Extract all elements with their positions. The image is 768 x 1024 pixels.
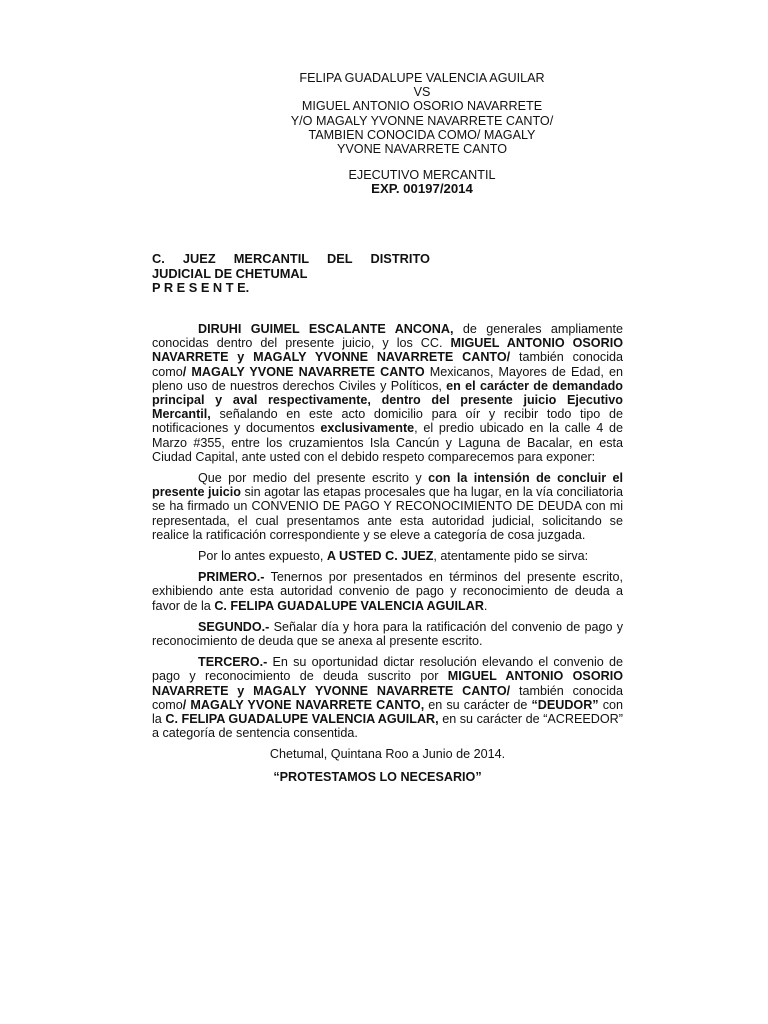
paragraph-exposition [152,471,623,542]
text: señalando en este acto domicilio para oír y recibir todo tipo de notificaciones y documentos [152,407,623,436]
case-header [0,71,768,197]
text: Que por medio del presente escrito y [198,471,429,486]
bold-text: exclusivamente [320,421,415,436]
header-line: VS [413,85,431,100]
bold-text: en el carácter de demandado principal y aval respectivamente, dentro del presente juicio Ejecutivo Mercantil, [152,378,623,422]
text: , el predio ubicado en la calle 4 de Marzo #355, entre los cruzamientos Isla Cancún y Laguna de Bacalar, en esta Ciudad Capital, ante usted con el debido respeto comparecemos para exponer: [152,421,623,464]
bold-text: PRIMERO.- [198,570,265,585]
text: Señalar día y hora para la ratificación del convenio de pago y reconocimiento de deuda que se anexa al presente escrito. [152,619,623,649]
text: . [483,598,488,613]
bold-text: TERCERO.- [198,655,268,670]
header-spacer [76,156,768,168]
bold-text: / MAGALY YVONE NAVARRETE CANTO [182,364,425,379]
text: en su carácter de “ACREEDOR” a categoría de sentencia consentida. [152,712,623,741]
bold-text: / MAGALY YVONE NAVARRETE CANTO, [182,697,425,712]
bold-text: con la intensión de concluir el presente juicio [152,471,623,500]
addressee-line: JUDICIAL DE CHETUMAL [152,265,308,281]
place-date: Chetumal, Quintana Roo a Junio de 2014. [269,747,506,762]
text: sin agotar las etapas procesales que ha lugar, en la vía conciliatoria se ha firmado un CONVENIO DE PAGO Y RECONOCIMIENTO DE DEUDA con mi representada, el cual presentamos ante esta autoridad judicial, solicitando se realice la ratificación correspondiente y se eleve a categoría de cosa juzgada. [152,485,624,542]
bold-text: MIGUEL ANTONIO OSORIO NAVARRETE y MAGALY YVONNE NAVARRETE CANTO/ [152,669,623,698]
paragraph-appearance [152,322,623,464]
header-line: FELIPA GUADALUPE VALENCIA AGUILAR [299,71,545,85]
text: de generales ampliamente conocidas dentro del presente juicio, y los CC. [152,322,623,351]
bold-text: MIGUEL ANTONIO OSORIO NAVARRETE y MAGALY YVONNE NAVARRETE CANTO/ [152,336,623,365]
text: , atentamente pido se sirva: [433,549,589,564]
paragraph-primero [152,570,623,613]
text: Mexicanos, Mayores de Edad, en pleno uso de nuestros derechos Civiles y Políticos, [152,364,623,393]
bold-text: “DEUDOR” [531,697,599,712]
case-type: EJECUTIVO MERCANTIL [348,168,496,183]
bold-text: C. FELIPA GUADALUPE VALENCIA AGUILAR, [165,712,439,727]
text: Tenernos por presentados en términos del presente escrito, exhibiendo ante esta autoridad convenio de pago y reconocimiento de deuda a favor de la [152,570,623,613]
header-line: YVONE NAVARRETE CANTO [336,142,508,157]
addressee-line: P R E S E N T E. [152,280,250,296]
case-number: EXP. 00197/2014 [371,181,473,197]
document-body [152,322,623,784]
header-line: MIGUEL ANTONIO OSORIO NAVARRETE [301,99,543,114]
bold-text: DIRUHI GUIMEL ESCALANTE ANCONA, [198,322,454,336]
text: también conocida como [152,350,623,379]
addressee-block [152,252,452,296]
text: Por lo antes expuesto, [198,549,327,564]
paragraph-segundo [152,620,623,648]
protest-formula: “PROTESTAMOS LO NECESARIO” [273,769,482,784]
text: con la [152,697,623,727]
header-line: TAMBIEN CONOCIDA COMO/ MAGALY [308,127,536,142]
text: también conocida como [152,683,623,712]
paragraph-request [152,549,623,563]
bold-text: C. FELIPA GUADALUPE VALENCIA AGUILAR [214,598,484,613]
text: En su oportunidad dictar resolución elevando el convenio de pago y reconocimiento de deuda suscrito por [152,655,623,684]
bold-text: A USTED C. JUEZ [326,549,434,564]
paragraph-tercero [152,655,623,740]
text: en su carácter de [424,697,532,712]
header-line: Y/O MAGALY YVONNE NAVARRETE CANTO/ [290,113,554,128]
addressee-line: C. JUEZ MERCANTIL DEL DISTRITO [152,251,430,266]
bold-text: SEGUNDO.- [198,619,270,634]
